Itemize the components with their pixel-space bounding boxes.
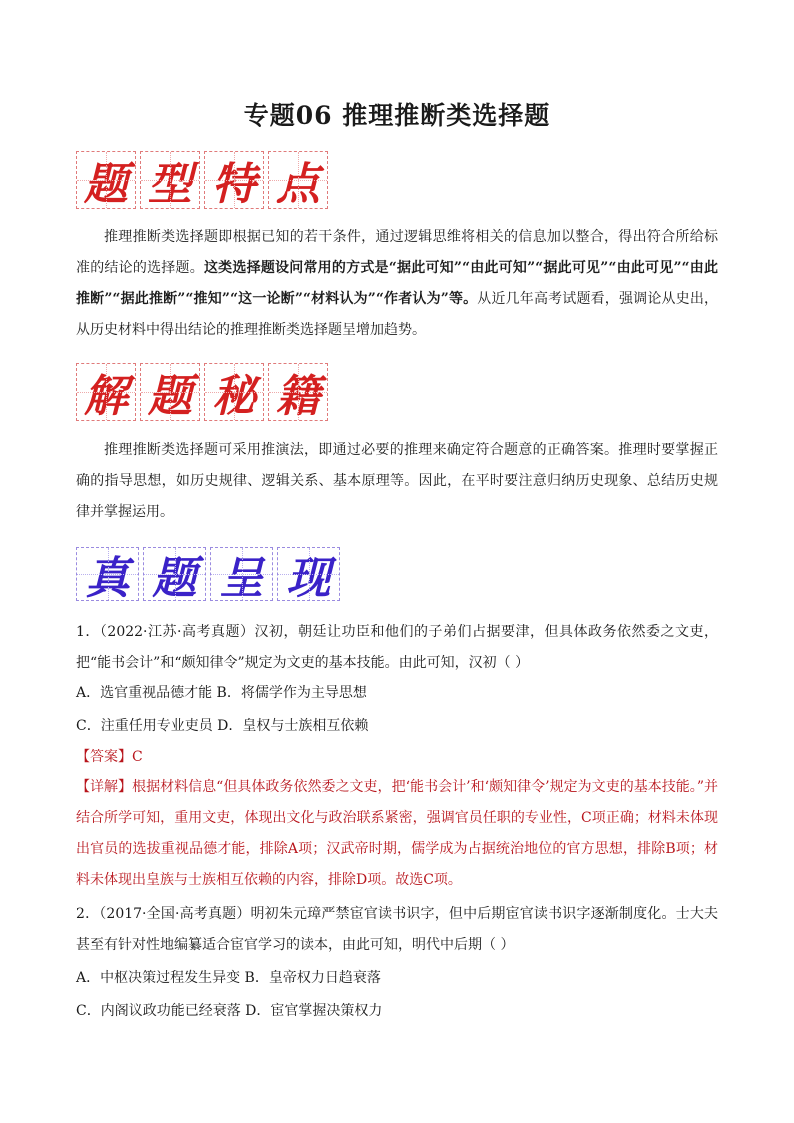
banner-char: 特 (204, 151, 264, 209)
banner-char: 型 (140, 151, 200, 209)
intro-text-2: 从近几年高考试题看，强调论从史出，从历史材料中得出结论的推理推断类选择题呈增加趋势。 (76, 291, 718, 338)
answer-tag: 【答案】 (76, 749, 132, 765)
detail-tag: 【详解】 (76, 779, 133, 795)
question-2-options-ab: A．中枢决策过程发生异变 B．皇帝权力日趋衰落 (76, 970, 381, 986)
banner-char: 题 (140, 363, 200, 421)
banner-solving-tips (76, 363, 328, 421)
intro-text-1: 推理推断类选择题即根据已知的若干条件，通过逻辑思维将相关的信息加以整合，得出符合所给标准的结论的选择题。 (76, 229, 718, 276)
banner-char: 解 (76, 363, 136, 421)
question-1-answer (76, 746, 718, 768)
banner-question-features (76, 151, 328, 209)
banner-char: 秘 (204, 363, 264, 421)
banner-char: 题 (143, 547, 206, 601)
banner-char: 呈 (210, 547, 273, 601)
intro-paragraph (76, 222, 718, 346)
intro-bold-text: 这类选择题设问常用的方式是“据此可知”“由此可知”“据此可见”“由此可见”“由此推断”“据此推断”“推知”“这一论断”“材料认为”“作者认为”等。 (76, 260, 718, 307)
question-2-options-cd: C．内阁议政功能已经衰落 D．宦官掌握决策权力 (76, 1003, 383, 1019)
banner-char: 现 (277, 547, 340, 601)
banner-char: 点 (268, 151, 328, 209)
question-1-detail (76, 772, 718, 896)
page-title: 专题06 推理推断类选择题 (243, 101, 551, 130)
question-1-options-cd: C．注重任用专业吏员 D．皇权与士族相互依赖 (76, 718, 369, 734)
question-1-options-ab: A．选官重视品德才能 B．将儒学作为主导思想 (76, 685, 367, 701)
detail-text: 根据材料信息“但具体政务依然委之文吏，把‘能书会计’和‘颇知律令’规定为文吏的基本技能。”并结合所学可知，重用文吏，体现出文化与政治联系紧密，强调官员任职的专业性，C项正确；材料未体现出官员的选拔重视品德才能，排除A项；汉武帝时期，儒学成为占据统治地位的官方思想，排除B项；材料未体现出皇族与士族相互依赖的内容，排除D项。故选C项。 (76, 779, 718, 888)
banner-char: 籍 (268, 363, 328, 421)
question-2-stem: 2．（2017·全国·高考真题）明初朱元璋严禁宦官读书识字，但中后期宦官读书识字逐渐制度化。士大夫甚至有针对性地编纂适合宦官学习的读本，由此可知，明代中后期（ ） (76, 906, 718, 953)
answer-value: C (132, 749, 143, 765)
banner-real-questions (76, 547, 340, 604)
banner-char: 题 (76, 151, 136, 209)
question-1-stem: 1．（2022·江苏·高考真题）汉初，朝廷让功臣和他们的子弟们占据要津，但具体政务依然委之文吏，把“能书会计”和“颇知律令”规定为文吏的基本技能。由此可知，汉初（ ） (76, 624, 718, 671)
method-paragraph: 推理推断类选择题可采用推演法，即通过必要的推理来确定符合题意的正确答案。推理时要掌握正确的指导思想，如历史规律、逻辑关系、基本原理等。因此，在平时要注意归纳历史现象、总结历史规律并掌握运用。 (76, 442, 718, 520)
banner-char: 真 (76, 547, 139, 601)
